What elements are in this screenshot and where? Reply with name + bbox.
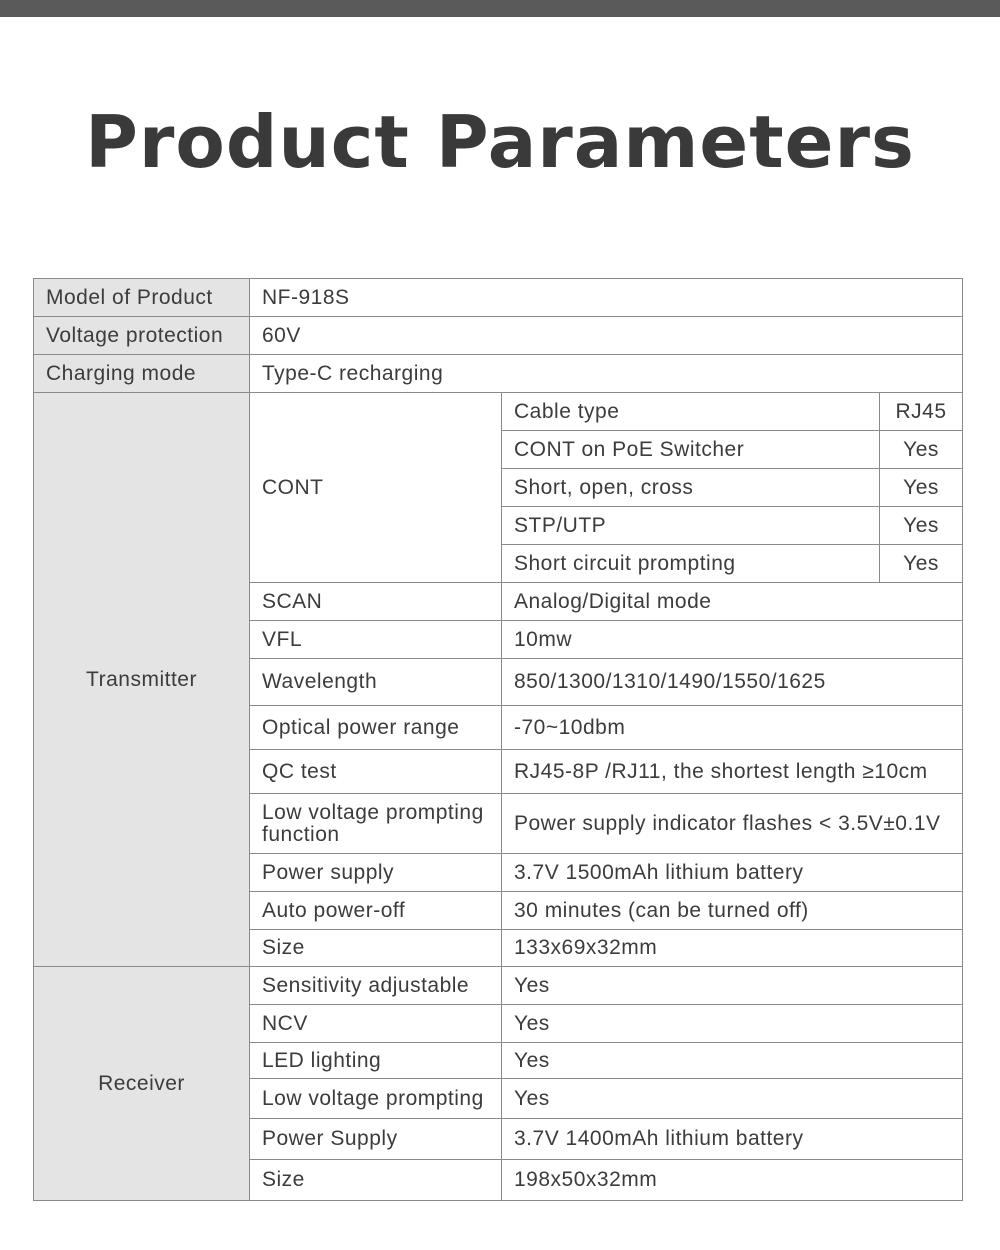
- row-label: Model of Product: [34, 279, 250, 317]
- row-value: 3.7V 1400mAh lithium battery: [502, 1119, 963, 1160]
- cont-item-name: STP/UTP: [502, 507, 880, 545]
- cont-item-name: Short circuit prompting: [502, 545, 880, 583]
- row-label: Size: [250, 930, 502, 967]
- row-label: Auto power-off: [250, 892, 502, 930]
- row-value: 3.7V 1500mAh lithium battery: [502, 854, 963, 892]
- row-label: Power supply: [250, 854, 502, 892]
- group-label-receiver: Receiver: [34, 967, 250, 1201]
- cont-label: CONT: [250, 393, 502, 583]
- row-value: NF-918S: [250, 279, 963, 317]
- row-value: 133x69x32mm: [502, 930, 963, 967]
- row-label: Charging mode: [34, 355, 250, 393]
- cont-item-value: Yes: [880, 545, 963, 583]
- parameters-table: [33, 278, 963, 1201]
- table-row: [34, 317, 963, 355]
- row-value: 198x50x32mm: [502, 1160, 963, 1201]
- row-label: Voltage protection: [34, 317, 250, 355]
- cont-item-value: RJ45: [880, 393, 963, 431]
- row-value: Yes: [502, 1005, 963, 1043]
- cont-item-value: Yes: [880, 469, 963, 507]
- row-value: Power supply indicator flashes < 3.5V±0.1V: [502, 794, 963, 854]
- row-value: Analog/Digital mode: [502, 583, 963, 621]
- row-value: Yes: [502, 1079, 963, 1119]
- row-value: Type-C recharging: [250, 355, 963, 393]
- row-label: VFL: [250, 621, 502, 659]
- row-label: Sensitivity adjustable: [250, 967, 502, 1005]
- page-title: Product Parameters: [85, 100, 915, 184]
- row-label: Size: [250, 1160, 502, 1201]
- cont-item-name: Cable type: [502, 393, 880, 431]
- cont-item-value: Yes: [880, 507, 963, 545]
- row-value: -70~10dbm: [502, 706, 963, 750]
- top-bar: [0, 0, 1000, 17]
- table-row: [34, 967, 963, 1005]
- group-label-transmitter: Transmitter: [34, 393, 250, 967]
- row-label: Power Supply: [250, 1119, 502, 1160]
- cont-item-name: Short, open, cross: [502, 469, 880, 507]
- row-label: LED lighting: [250, 1043, 502, 1079]
- cont-item-value: Yes: [880, 431, 963, 469]
- row-label: Optical power range: [250, 706, 502, 750]
- row-value: Yes: [502, 967, 963, 1005]
- row-label: SCAN: [250, 583, 502, 621]
- row-value: Yes: [502, 1043, 963, 1079]
- row-value: RJ45-8P /RJ11, the shortest length ≥10cm: [502, 750, 963, 794]
- row-label: QC test: [250, 750, 502, 794]
- row-label: Wavelength: [250, 659, 502, 706]
- table-row: [34, 279, 963, 317]
- row-value: 10mw: [502, 621, 963, 659]
- row-value: 60V: [250, 317, 963, 355]
- row-label: NCV: [250, 1005, 502, 1043]
- table-row: [34, 393, 963, 431]
- cont-item-name: CONT on PoE Switcher: [502, 431, 880, 469]
- row-value: 850/1300/1310/1490/1550/1625: [502, 659, 963, 706]
- row-label: Low voltage prompting function: [250, 794, 502, 854]
- row-label: Low voltage prompting: [250, 1079, 502, 1119]
- row-value: 30 minutes (can be turned off): [502, 892, 963, 930]
- table-row: [34, 355, 963, 393]
